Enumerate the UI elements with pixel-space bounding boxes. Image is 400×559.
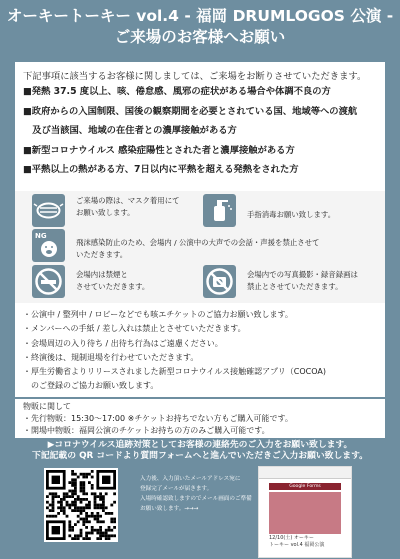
qr-module [52, 501, 55, 504]
qr-module [74, 504, 77, 507]
qr-module [60, 504, 63, 507]
qr-instructions: 入力後、入力頂いたメールアドレス宛に 登録完了メールが届きます。 入場時確認致しますのでメール画面のご準備 お願い致します。→→→ [140, 476, 252, 512]
qr-module [113, 518, 116, 521]
qr-module [52, 509, 55, 512]
qr-module [71, 526, 74, 529]
qr-module [77, 498, 80, 501]
qr-module [113, 520, 116, 523]
qr-module [99, 529, 102, 532]
qr-module [46, 495, 49, 498]
qr-module [110, 512, 113, 515]
qr-module [102, 501, 105, 504]
qr-module [80, 506, 83, 509]
conditions-panel [15, 62, 385, 191]
qr-module [88, 537, 91, 540]
qr-module [99, 495, 102, 498]
form-title: 12/10(土) オーキー トーキー vol.4 福岡公演 [269, 535, 325, 548]
qr-module [74, 490, 77, 493]
qr-module [68, 523, 71, 526]
qr-module [63, 506, 66, 509]
qr-module [71, 492, 74, 495]
qr-module [102, 509, 105, 512]
qr-module [77, 509, 80, 512]
qr-module [82, 523, 85, 526]
qr-module [108, 534, 111, 537]
qr-module [68, 534, 71, 537]
qr-module [94, 498, 97, 501]
qr-module [91, 484, 94, 487]
qr-module [108, 512, 111, 515]
qr-module [80, 518, 83, 521]
qr-module [88, 504, 91, 507]
sanitize-text: 手指消毒お願い致します。 [247, 210, 336, 219]
qr-module [102, 498, 105, 501]
qr-module [82, 509, 85, 512]
no-smoking-icon [32, 265, 65, 298]
voice-text: 飛沫感染防止のため、会場内 / 公演中の大声での会話・声援を禁止させて いただきます。 [76, 238, 320, 259]
qr-module [91, 476, 94, 479]
qr-module [88, 501, 91, 504]
qr-module [71, 501, 74, 504]
qr-module [60, 501, 63, 504]
qr-module [82, 484, 85, 487]
qr-module [52, 492, 55, 495]
qr-module [66, 492, 69, 495]
qr-module [74, 534, 77, 537]
qr-module [57, 501, 60, 504]
qr-module [77, 520, 80, 523]
qr-module [88, 506, 91, 509]
qr-module [60, 498, 63, 501]
qr-module [82, 520, 85, 523]
goods-heading: 物販に関して [23, 402, 71, 411]
form-topbar [259, 467, 351, 479]
qr-module [102, 504, 105, 507]
tracing-note: ▶コロナウイルス追跡対策としてお客様の連絡先のご入力をお願い致します。 下記記載の QR コードより質問フォームへと進んでいただきご入力お願い致します。 [32, 440, 368, 461]
qr-module [74, 487, 77, 490]
qr-module [94, 495, 97, 498]
qr-module [110, 529, 113, 532]
qr-module [60, 509, 63, 512]
qr-module [77, 515, 80, 518]
qr-module [77, 537, 80, 540]
qr-module [54, 495, 57, 498]
qr-module [91, 492, 94, 495]
qr-code-pattern [44, 468, 118, 542]
qr-module [110, 504, 113, 507]
qr-module [49, 504, 52, 507]
qr-module [102, 534, 105, 537]
qr-module [96, 518, 99, 521]
qr-module [71, 504, 74, 507]
qr-finder [102, 476, 110, 484]
qr-module [82, 476, 85, 479]
qr-module [74, 473, 77, 476]
qr-module [99, 526, 102, 529]
qr-module [85, 492, 88, 495]
qr-module [68, 495, 71, 498]
qr-module [52, 506, 55, 509]
qr-module [88, 520, 91, 523]
qr-module [88, 532, 91, 535]
qr-module [85, 534, 88, 537]
qr-module [91, 512, 94, 515]
qr-module [71, 478, 74, 481]
qr-module [85, 532, 88, 535]
condition-item: ■発熱 37.5 度以上、咳、倦怠感、風邪の症状がある場合や体調不良の方 [23, 86, 331, 97]
condition-item: ■平熱以上の熱がある方、7日以内に平熱を超える発熱をされた方 [23, 164, 299, 175]
qr-module [99, 520, 102, 523]
hand-sanitizer-icon [203, 194, 236, 227]
qr-module [74, 478, 77, 481]
qr-module [96, 495, 99, 498]
qr-module [94, 515, 97, 518]
title-line-1: オーキートーキー vol.4 - 福岡 DRUMLOGOS 公演 - [6, 7, 394, 25]
rules-panel [15, 303, 385, 397]
rule-item: ・メンバーへの手紙 / 差し入れは禁止とさせていただきます。 [23, 324, 246, 333]
qr-module [94, 529, 97, 532]
requests-panel [15, 191, 385, 303]
mask-text: ご来場の際は、マスク着用にて お願い致します。 [76, 196, 180, 217]
qr-module [68, 526, 71, 529]
qr-module [49, 515, 52, 518]
qr-module [71, 481, 74, 484]
qr-module [80, 481, 83, 484]
qr-module [96, 515, 99, 518]
qr-module [80, 484, 83, 487]
rule-item: ・厚生労働省よりリリースされました新型コロナウイルス接触確認アプリ（COCOA) [23, 367, 327, 376]
qr-module [80, 473, 83, 476]
qr-module [57, 495, 60, 498]
qr-module [77, 476, 80, 479]
qr-module [63, 512, 66, 515]
qr-module [66, 515, 69, 518]
qr-module [88, 473, 91, 476]
qr-module [80, 490, 83, 493]
qr-module [99, 504, 102, 507]
qr-module [63, 509, 66, 512]
qr-module [71, 509, 74, 512]
qr-module [71, 484, 74, 487]
qr-module [80, 509, 83, 512]
qr-module [96, 504, 99, 507]
form-preview [258, 466, 352, 558]
qr-module [74, 492, 77, 495]
qr-module [71, 490, 74, 493]
conditions-intro: 下記事項に該当するお客様に関しましては、ご来場をお断りさせていただきます。 [23, 71, 367, 82]
qr-module [68, 529, 71, 532]
qr-module [49, 509, 52, 512]
qr-module [68, 481, 71, 484]
qr-module [99, 498, 102, 501]
qr-module [105, 512, 108, 515]
qr-module [85, 526, 88, 529]
qr-module [71, 470, 74, 473]
rule-item: のご登録のご協力お願い致します。 [23, 381, 159, 390]
qr-module [63, 492, 66, 495]
qr-module [108, 526, 111, 529]
qr-module [96, 512, 99, 515]
qr-module [82, 481, 85, 484]
goods-panel [15, 399, 385, 438]
qr-module [99, 492, 102, 495]
qr-finder [52, 476, 60, 484]
qr-module [82, 490, 85, 493]
qr-module [102, 506, 105, 509]
qr-module [108, 537, 111, 540]
svg-text:NG: NG [35, 232, 47, 240]
qr-module [74, 506, 77, 509]
qr-module [94, 492, 97, 495]
qr-module [80, 512, 83, 515]
qr-module [68, 490, 71, 493]
qr-module [77, 495, 80, 498]
qr-module [74, 501, 77, 504]
qr-module [105, 492, 108, 495]
rule-item: ・公演中 / 整列中 / ロビーなどでも咳エチケットのご協力お願い致します。 [23, 310, 293, 319]
goods-item: ・開場中物販：福岡公演のチケットお持ちの方のみご購入可能です。 [23, 426, 270, 435]
qr-module [96, 520, 99, 523]
qr-module [85, 518, 88, 521]
qr-module [68, 520, 71, 523]
form-banner [269, 492, 341, 534]
qr-code[interactable] [44, 468, 118, 542]
qr-module [99, 534, 102, 537]
qr-module [85, 515, 88, 518]
qr-module [63, 498, 66, 501]
no-loud-voice-icon [32, 229, 65, 262]
qr-module [88, 481, 91, 484]
qr-module [46, 506, 49, 509]
qr-module [85, 512, 88, 515]
qr-module [96, 529, 99, 532]
qr-module [82, 537, 85, 540]
smoking-text: 会場内は禁煙と させていただきます。 [76, 270, 150, 291]
qr-module [85, 473, 88, 476]
no-camera-icon [203, 265, 236, 298]
qr-module [94, 506, 97, 509]
qr-module [80, 501, 83, 504]
qr-module [74, 509, 77, 512]
qr-module [88, 515, 91, 518]
title-line-2: ご来場のお客様へお願い [114, 28, 286, 46]
qr-module [91, 515, 94, 518]
qr-module [105, 534, 108, 537]
qr-module [91, 470, 94, 473]
rule-item: ・終演後は、規制退場を行わせていただきます。 [23, 353, 199, 362]
qr-module [68, 504, 71, 507]
qr-module [99, 537, 102, 540]
qr-module [66, 504, 69, 507]
qr-module [85, 504, 88, 507]
qr-module [85, 476, 88, 479]
qr-module [71, 495, 74, 498]
qr-module [82, 506, 85, 509]
qr-module [80, 498, 83, 501]
qr-module [54, 492, 57, 495]
condition-item: 及び当該国、地域の在住者との濃厚接触がある方 [23, 125, 237, 136]
qr-module [66, 501, 69, 504]
qr-module [91, 526, 94, 529]
qr-module [80, 487, 83, 490]
qr-module [71, 473, 74, 476]
condition-item: ■政府からの入国制限、国後の観察期間を必要とされている国、地域等への渡航 [23, 106, 358, 117]
qr-module [66, 495, 69, 498]
qr-module [77, 534, 80, 537]
qr-module [82, 492, 85, 495]
qr-module [52, 515, 55, 518]
qr-module [110, 518, 113, 521]
qr-module [74, 481, 77, 484]
qr-module [102, 520, 105, 523]
qr-module [74, 537, 77, 540]
qr-module [46, 501, 49, 504]
condition-item: ■新型コロナウイルス 感染症陽性とされた者と濃厚接触がある方 [23, 145, 295, 156]
rule-item: ・会場周辺の入り待ち / 出待ち行為はご遠慮ください。 [23, 339, 223, 348]
qr-module [102, 532, 105, 535]
qr-module [82, 487, 85, 490]
page-title [0, 6, 400, 48]
qr-module [113, 492, 116, 495]
qr-module [85, 506, 88, 509]
qr-module [96, 506, 99, 509]
qr-module [105, 537, 108, 540]
qr-module [91, 487, 94, 490]
qr-module [68, 506, 71, 509]
qr-module [71, 529, 74, 532]
qr-module [85, 498, 88, 501]
qr-module [54, 515, 57, 518]
form-header: Google Forms [269, 483, 341, 490]
qr-module [85, 520, 88, 523]
qr-module [94, 504, 97, 507]
qr-module [96, 537, 99, 540]
qr-module [49, 492, 52, 495]
qr-module [105, 529, 108, 532]
qr-module [82, 473, 85, 476]
qr-module [80, 532, 83, 535]
qr-module [85, 537, 88, 540]
qr-module [113, 534, 116, 537]
qr-module [80, 529, 83, 532]
qr-module [102, 495, 105, 498]
qr-module [52, 495, 55, 498]
qr-module [99, 506, 102, 509]
qr-module [57, 506, 60, 509]
qr-module [52, 498, 55, 501]
qr-module [74, 523, 77, 526]
qr-module [99, 515, 102, 518]
qr-module [80, 534, 83, 537]
qr-module [113, 501, 116, 504]
qr-module [99, 532, 102, 535]
qr-module [91, 529, 94, 532]
qr-module [110, 534, 113, 537]
qr-module [74, 498, 77, 501]
qr-module [57, 512, 60, 515]
qr-module [52, 504, 55, 507]
mask-icon [32, 194, 65, 227]
qr-module [108, 529, 111, 532]
goods-item: ・先行物販：15:30～17:00 ※チケットお持ちでない方もご購入可能です。 [23, 414, 293, 423]
camera-text: 会場内での写真撮影・録音録画は 禁止とさせていただきます。 [247, 270, 358, 291]
qr-module [82, 498, 85, 501]
qr-module [94, 501, 97, 504]
qr-module [63, 495, 66, 498]
qr-module [60, 506, 63, 509]
qr-module [105, 506, 108, 509]
qr-module [91, 532, 94, 535]
qr-module [113, 526, 116, 529]
qr-module [105, 532, 108, 535]
qr-module [110, 520, 113, 523]
qr-module [96, 532, 99, 535]
qr-module [71, 537, 74, 540]
qr-module [77, 506, 80, 509]
qr-module [46, 515, 49, 518]
qr-module [74, 484, 77, 487]
qr-module [94, 518, 97, 521]
qr-module [82, 518, 85, 521]
qr-finder [52, 526, 60, 534]
